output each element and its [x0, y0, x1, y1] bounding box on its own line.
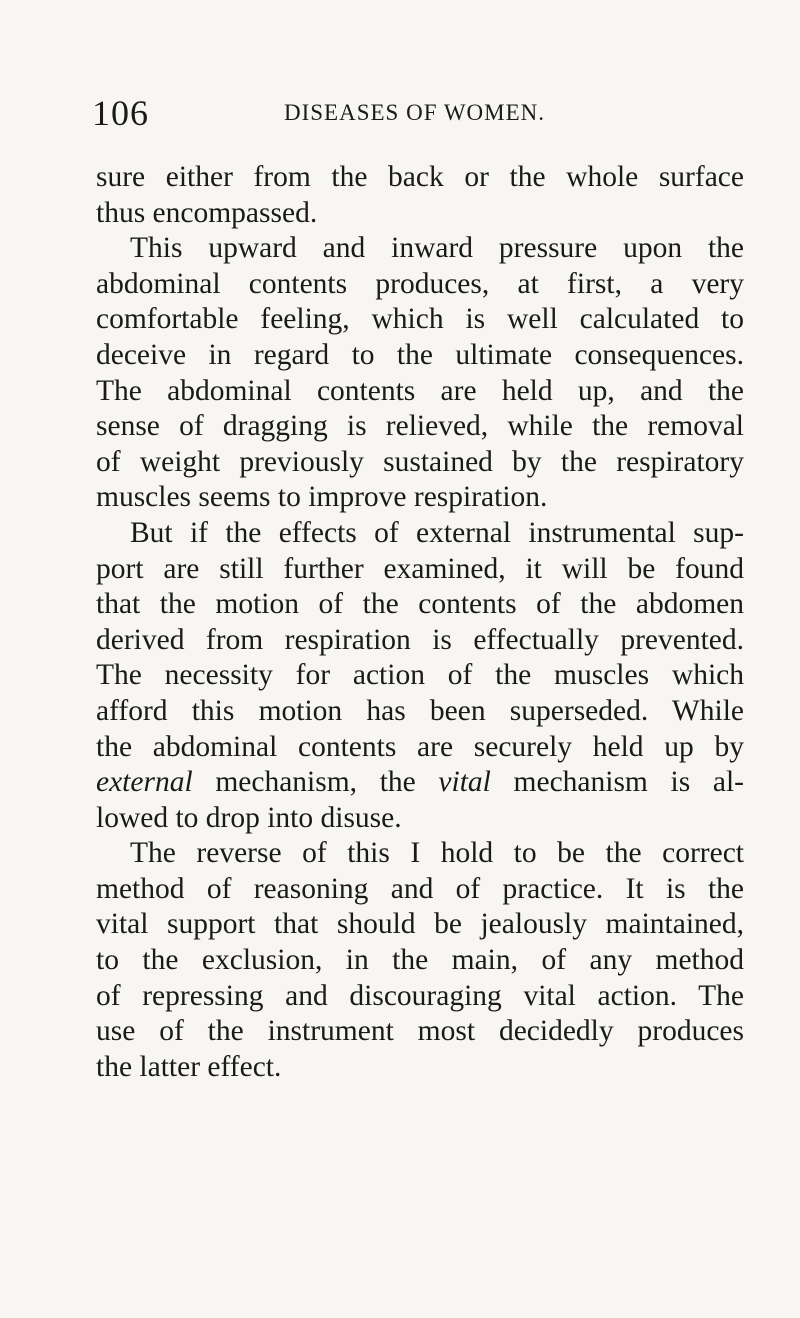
text-line: sense of dragging is relieved, while the removal: [96, 410, 744, 443]
running-title: DISEASES OF WOMEN.: [284, 100, 546, 125]
text-line: deceive in regard to the ultimate consequences.: [96, 338, 744, 371]
text-line: The abdominal contents are held up, and the: [96, 374, 744, 407]
text-line: The reverse of this I hold to be the correct: [130, 837, 744, 870]
text-line: that the motion of the contents of the abdomen: [96, 588, 744, 621]
text-line: of repressing and discouraging vital action. The: [96, 979, 744, 1012]
text-line: The necessity for action of the muscles which: [96, 659, 744, 692]
text-line: of weight previously sustained by the respiratory: [96, 445, 744, 478]
text-line: But if the effects of external instrumental sup-: [130, 516, 744, 549]
text-line: lowed to drop into disuse.: [96, 801, 402, 834]
text-fragment: mechanism, the: [192, 766, 439, 799]
text-line: port are still further examined, it will be found: [96, 552, 744, 585]
text-line: to the exclusion, in the main, of any method: [96, 944, 744, 977]
text-line: use of the instrument most decidedly produces: [96, 1015, 744, 1048]
text-line: abdominal contents produces, at first, a very: [96, 267, 744, 300]
text-line: method of reasoning and of practice. It is the: [96, 872, 744, 905]
body-text: [96, 160, 744, 1085]
text-line: the abdominal contents are securely held up by: [96, 730, 744, 763]
italic-word: vital: [438, 766, 491, 799]
text-line: comfortable feeling, which is well calculated to: [96, 303, 744, 336]
text-line: thus encompassed.: [96, 196, 318, 229]
text-fragment: mechanism is al-: [490, 766, 744, 799]
text-line: the latter effect.: [96, 1050, 282, 1083]
italic-word: external: [96, 766, 193, 799]
page-number: 106: [92, 93, 149, 133]
text-line: afford this motion has been superseded. While: [96, 694, 744, 727]
text-line: muscles seems to improve respiration.: [96, 481, 548, 514]
text-line: [96, 765, 744, 801]
text-line: sure either from the back or the whole surface: [96, 161, 744, 193]
text-line: This upward and inward pressure upon the: [130, 232, 744, 265]
text-line: derived from respiration is effectually prevented.: [96, 623, 744, 656]
running-header: [92, 92, 742, 136]
text-line: vital support that should be jealously maintained,: [96, 908, 744, 941]
